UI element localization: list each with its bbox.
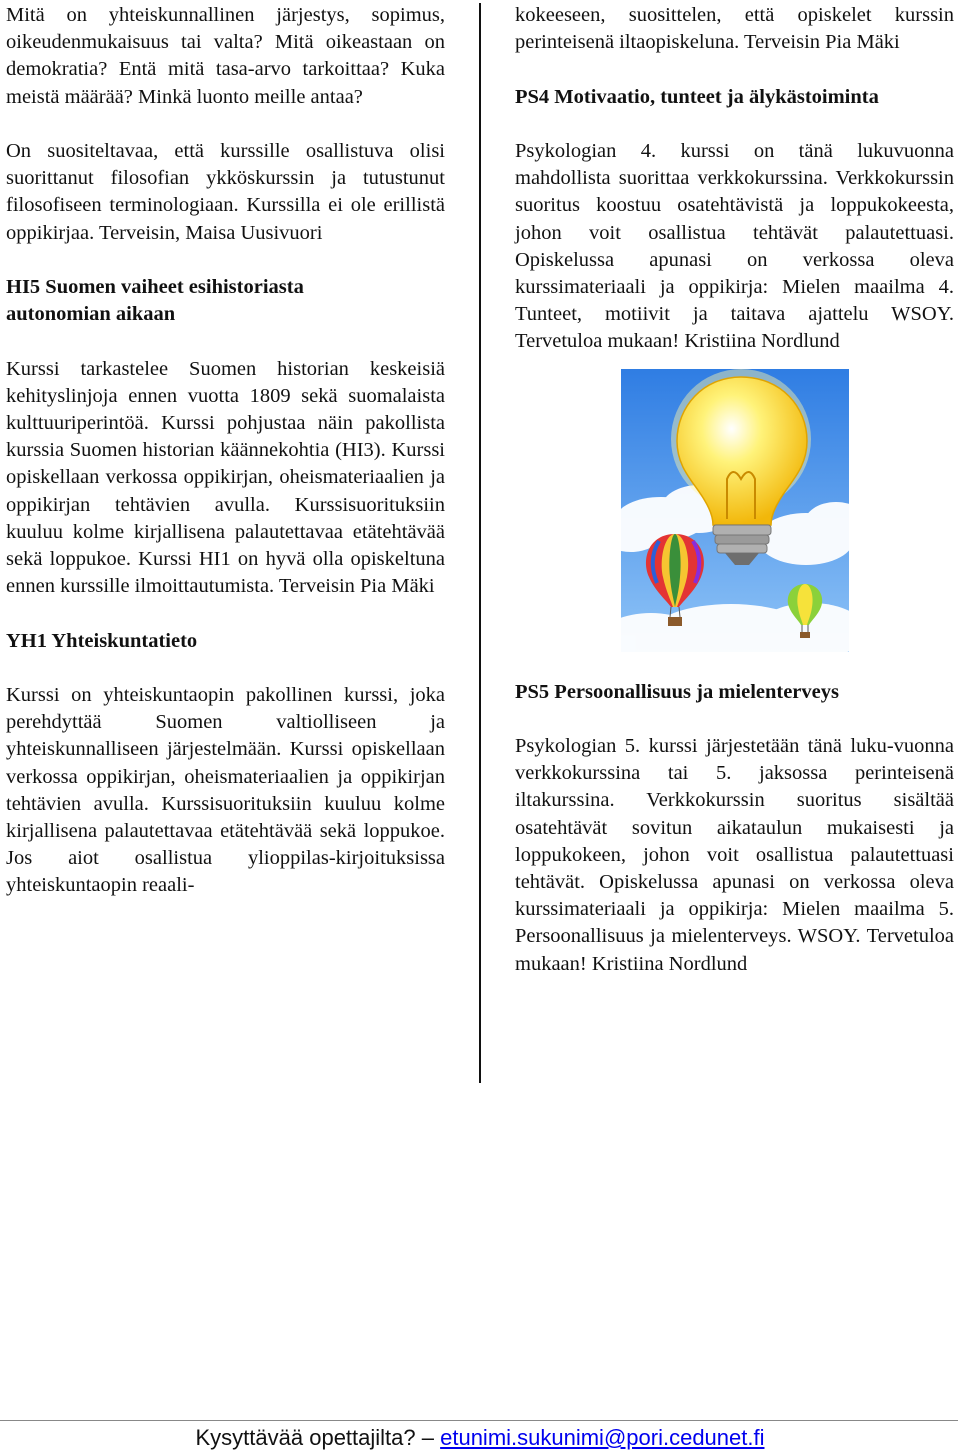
continuation-paragraph: kokeeseen, suosittelen, että opiskelet kurssin perinteisenä iltaopiskeluna. Terveisin Pia Mäki <box>515 4 954 54</box>
ps5-course-description: Psykologian 5. kurssi järjestetään tänä luku-vuonna verkkokurssina tai 5. jaksossa perinteisenä iltakurssina. Verkkokurssin suoritus sisältää osatehtävät sovitun aikataulun mukaisesti ja loppukokeen, johon voit osallistua palautettuasi tehtävät. Opiskelussa apunasi on verkossa oleva kurssimateriaali ja oppikirja: Mielen maailma 5. Persoonallisuus ja mielenterveys. WSOY. Tervetuloa mukaan! Kristiina Nordlund <box>515 735 954 975</box>
right-column <box>515 2 954 1005</box>
hi5-course-title: HI5 Suomen vaiheet esihistoriasta autonomian aikaan <box>6 276 304 326</box>
hi5-course-description: Kurssi tarkastelee Suomen historian keskeisiä kehityslinjoja ennen vuotta 1809 sekä suomalaista kulttuuriperintöä. Kurssi pohjustaa näin pakollista kurssia Suomen historian käännekohtia (HI3). Kurssi opiskellaan verkossa oppikirjan, oheismateriaalien ja oppikirjan tehtävien avulla. Kurssisuorituksiin kuuluu kolme kirjallisena palautettavaa etätehtävää sekä loppukoe. Kurssi HI1 on hyvä olla opiskeltuna ennen kurssille ilmoittautumista. Terveisin Pia Mäki <box>6 357 445 598</box>
footer-question: Kysyttävää opettajilta? – <box>195 1425 434 1450</box>
recommendation-paragraph: On suositeltavaa, että kurssille osallistuva olisi suorittanut filosofian ykköskurssin ja tutustunut filosofiseen terminologiaan. Kurssilla ei ole erillistä oppikirjaa. Terveisin, Maisa Uusivuori <box>6 140 445 244</box>
ps4-course-description: Psykologian 4. kurssi on tänä lukuvuonna mahdollista suorittaa verkkokurssina. Verkkokurssin suoritus koostuu osatehtävistä ja loppukokeesta, johon voit osallistua tehtävät palautettuasi. Opiskelussa apunasi on verkossa oleva kurssimateriaali ja oppikirja: Mielen maailma 4. Tunteet, motiivit ja taitava ajattelu WSOY. Tervetuloa mukaan! Kristiina Nordlund <box>515 139 954 353</box>
ps4-course-title: PS4 Motivaatio, tunteet ja älykästoiminta <box>515 85 879 108</box>
footer-rule <box>0 1420 958 1421</box>
footer <box>0 1424 960 1452</box>
column-divider <box>479 3 481 1083</box>
yh1-course-description: Kurssi on yhteiskuntaopin pakollinen kurssi, joka perehdyttää Suomen valtiolliseen ja yhteiskunnalliseen järjestelmään. Kurssi opiskellaan verkossa oppikirjan, oheismateriaalien ja oppikirjan tehtävien avulla. Kurssisuorituksiin kuuluu kolme kirjallisena palautettavaa etätehtävää sekä loppukoe. Jos aiot osallistua ylioppilas-kirjoituksissa yhteiskuntaopin reaali- <box>6 684 445 897</box>
lightbulb-balloons-icon <box>621 369 849 652</box>
yh1-course-title: YH1 Yhteiskuntatieto <box>6 629 198 652</box>
ps5-course-title: PS5 Persoonallisuus ja mielenterveys <box>515 680 839 703</box>
intro-paragraph: Mitä on yhteiskunnallinen järjestys, sopimus, oikeudenmukaisuus tai valta? Mitä oikeastaan on demokratia? Entä mitä tasa-arvo tarkoittaa? Kuka meistä määrää? Minkä luonto meille antaa? <box>6 4 445 108</box>
left-column <box>6 2 445 927</box>
teacher-email-link[interactable]: etunimi.sukunimi@pori.cedunet.fi <box>440 1425 765 1450</box>
